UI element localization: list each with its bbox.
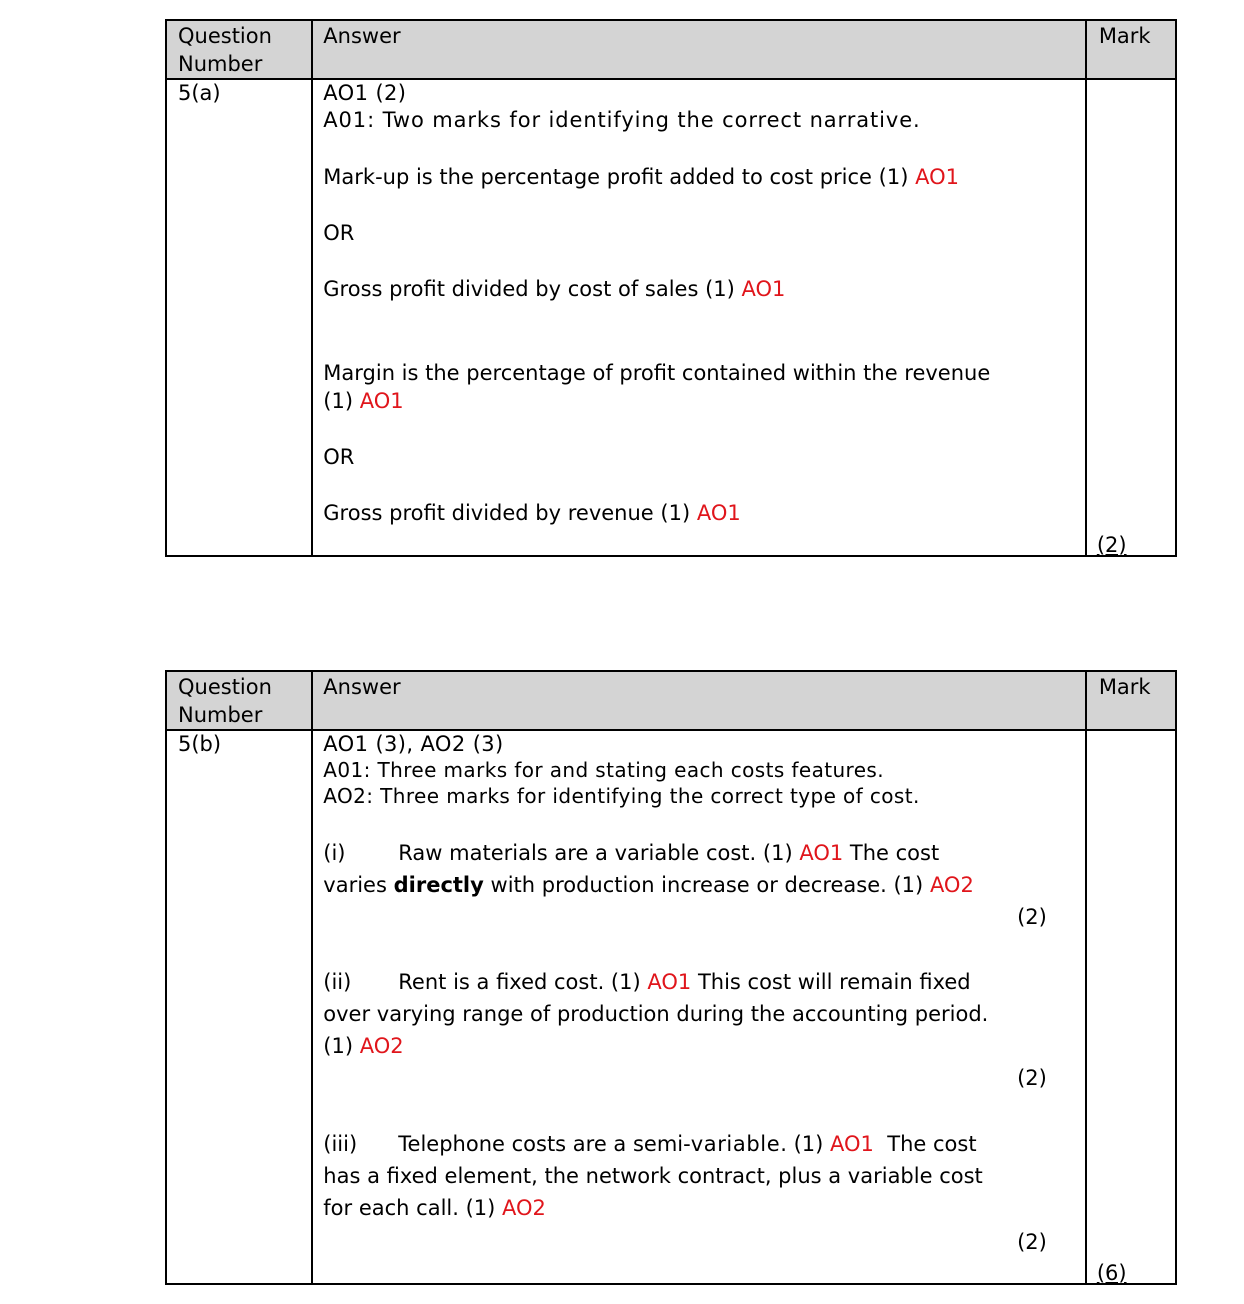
header-answer: Answer xyxy=(312,671,1086,730)
ao-summary: AO1 (3), AO2 (3) xyxy=(323,732,504,756)
item-numeral: (i) xyxy=(323,841,346,865)
item-ii-mark: (2) xyxy=(1017,1066,1047,1090)
markup-line: Mark-up is the percentage profit added to cost price (1) AO1 xyxy=(323,165,959,189)
ao-description: A01: Two marks for identifying the correct narrative. xyxy=(323,108,921,132)
or-separator: OR xyxy=(323,221,355,245)
gross-profit-revenue-line: Gross profit divided by revenue (1) AO1 xyxy=(323,501,741,525)
ao-tag: AO1 xyxy=(830,1132,874,1156)
item-numeral: (ii) xyxy=(323,970,352,994)
item-ii-line-3: (1) AO2 xyxy=(323,1034,404,1058)
ao-tag: AO2 xyxy=(502,1196,546,1220)
header-number-label: Number xyxy=(178,52,263,76)
ao-tag: AO1 xyxy=(799,841,844,865)
ao2-description: AO2: Three marks for identifying the correct type of cost. xyxy=(323,784,920,808)
header-question-label: Question xyxy=(178,675,272,699)
or-separator: OR xyxy=(323,445,355,469)
header-question-label: Question xyxy=(178,24,272,48)
header-mark: Mark xyxy=(1086,20,1176,79)
item-i-mark: (2) xyxy=(1017,905,1047,929)
margin-line: Margin is the percentage of profit contained within the revenue xyxy=(323,361,991,385)
margin-line-2: (1) AO1 xyxy=(323,389,404,413)
ao-tag: AO1 xyxy=(741,277,786,301)
header-number-label: Number xyxy=(178,703,263,727)
item-iii-line-3: for each call. (1) AO2 xyxy=(323,1196,546,1220)
answer-row xyxy=(166,730,1176,1284)
header-question-number xyxy=(166,671,312,730)
item-numeral: (iii) xyxy=(323,1132,358,1156)
item-ii-line-2: over varying range of production during the accounting period. xyxy=(323,1002,989,1026)
answer-row xyxy=(166,79,1176,556)
answer-cell xyxy=(312,730,1086,1284)
question-number: 5(a) xyxy=(178,81,221,105)
mark-cell xyxy=(1086,730,1176,1284)
mark-cell xyxy=(1086,79,1176,556)
item-iii-mark: (2) xyxy=(1017,1230,1047,1254)
header-row xyxy=(166,20,1176,79)
header-row xyxy=(166,671,1176,730)
answer-cell xyxy=(312,79,1086,556)
total-mark: (2) xyxy=(1096,533,1127,557)
item-i-line-2: varies directly with production increase or decrease. (1) AO2 xyxy=(323,873,974,897)
item-iii-line-1: (iii) Telephone costs are a semi-variable. (1) AO1 The cost xyxy=(323,1128,1075,1160)
question-number: 5(b) xyxy=(178,732,222,756)
question-number-cell xyxy=(166,730,312,1284)
header-mark: Mark xyxy=(1086,671,1176,730)
ao-tag: AO2 xyxy=(929,873,974,897)
header-answer: Answer xyxy=(312,20,1086,79)
ao1-description: A01: Three marks for and stating each costs features. xyxy=(323,758,885,782)
item-ii-line-1: (ii) Rent is a fixed cost. (1) AO1 This cost will remain fixed xyxy=(323,966,1075,998)
question-number-cell xyxy=(166,79,312,556)
ao-tag: AO1 xyxy=(696,501,741,525)
gross-profit-cost-line: Gross profit divided by cost of sales (1) AO1 xyxy=(323,277,786,301)
mark-scheme-table-5b xyxy=(165,670,1177,1285)
ao-tag: AO2 xyxy=(359,1034,404,1058)
header-question-number xyxy=(166,20,312,79)
item-iii-line-2: has a fixed element, the network contract, plus a variable cost xyxy=(323,1164,983,1188)
mark-scheme-table-5a xyxy=(165,19,1177,557)
ao-tag: AO1 xyxy=(915,165,959,189)
item-i-line-1: (i) Raw materials are a variable cost. (1) AO1 The cost xyxy=(323,837,1075,869)
ao-tag: AO1 xyxy=(647,970,692,994)
ao-summary: AO1 (2) xyxy=(323,81,407,105)
total-mark: (6) xyxy=(1096,1261,1127,1285)
ao-tag: AO1 xyxy=(359,389,404,413)
